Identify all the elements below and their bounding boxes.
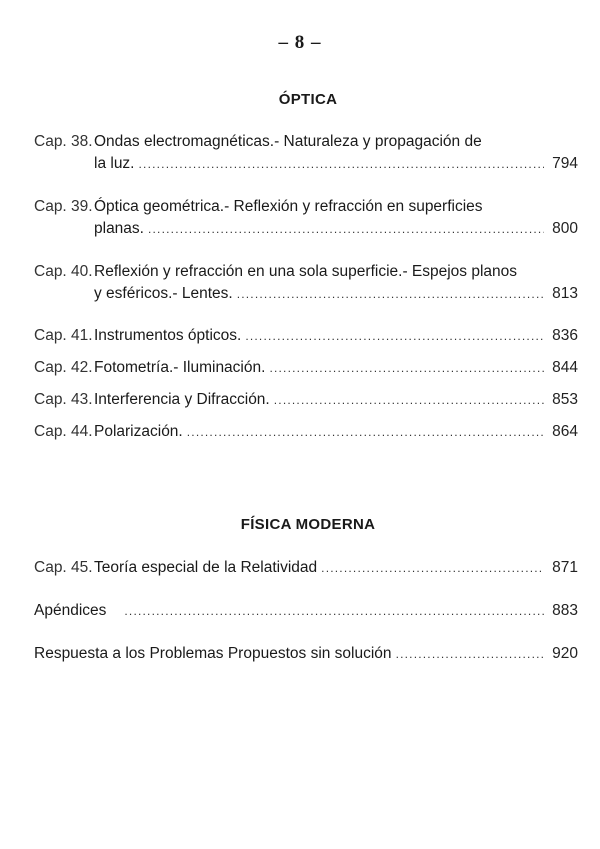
entry-title-line: Óptica geométrica.- Reflexión y refracción en superficies — [94, 198, 483, 215]
chapter-number: Cap. 43. — [34, 391, 93, 408]
dot-leader — [321, 557, 544, 579]
toc-entry-cap-45[interactable] — [34, 557, 578, 579]
section-title-fisica-moderna: FÍSICA MODERNA — [240, 516, 376, 533]
page-ref: 853 — [552, 391, 578, 408]
dot-leader — [245, 325, 544, 347]
dot-leader — [274, 389, 544, 411]
page-ref: 794 — [552, 155, 578, 172]
page-ref: 920 — [552, 645, 578, 662]
dot-leader — [187, 421, 544, 443]
toc-entry-cap-44[interactable] — [34, 421, 578, 443]
entry-title: Polarización. — [94, 423, 183, 440]
entry-title: Respuesta a los Problemas Propuestos sin solución — [34, 645, 392, 662]
page-ref: 800 — [552, 220, 578, 237]
chapter-number: Cap. 44. — [34, 423, 93, 440]
entry-title: Teoría especial de la Relatividad — [94, 559, 318, 576]
page-ref: 864 — [552, 423, 578, 440]
dot-leader — [124, 600, 544, 622]
entry-title: la luz. — [94, 155, 135, 172]
entry-title: y esféricos.- Lentes. — [94, 285, 233, 302]
toc-entry-cap-43[interactable] — [34, 389, 578, 411]
entry-title-line: Ondas electromagnéticas.- Naturaleza y propagación de — [94, 133, 482, 150]
entry-title-line: Reflexión y refracción en una sola superficie.- Espejos planos — [94, 263, 518, 280]
chapter-number: Cap. 39. — [34, 198, 93, 215]
page-ref: 813 — [552, 285, 578, 302]
toc-entry-respuestas[interactable] — [34, 643, 578, 665]
entry-title: Interferencia y Difracción. — [94, 391, 270, 408]
page-number: – 8 – — [278, 32, 322, 53]
section-title-optica: ÓPTICA — [278, 91, 338, 108]
dot-leader — [269, 357, 544, 379]
toc-entry-cap-40[interactable] — [34, 261, 578, 305]
entry-title: Instrumentos ópticos. — [94, 327, 242, 344]
page-ref: 836 — [552, 327, 578, 344]
toc-entry-apendices[interactable] — [34, 600, 578, 622]
chapter-number: Cap. 38. — [34, 133, 93, 150]
chapter-number: Cap. 41. — [34, 327, 93, 344]
toc-entry-cap-38[interactable] — [34, 131, 578, 175]
page-ref: 844 — [552, 359, 578, 376]
page-ref: 883 — [552, 602, 578, 619]
toc-entry-cap-41[interactable] — [34, 325, 578, 347]
entry-title: planas. — [94, 220, 144, 237]
chapter-number: Cap. 40. — [34, 263, 93, 280]
dot-leader — [237, 283, 544, 305]
toc-entry-cap-42[interactable] — [34, 357, 578, 379]
dot-leader — [396, 643, 544, 665]
page-ref: 871 — [552, 559, 578, 576]
chapter-number: Cap. 45. — [34, 559, 93, 576]
dot-leader — [139, 153, 545, 175]
toc-entry-cap-39[interactable] — [34, 196, 578, 240]
dot-leader — [148, 218, 544, 240]
entry-title: Fotometría.- Iluminación. — [94, 359, 266, 376]
chapter-number: Cap. 42. — [34, 359, 93, 376]
entry-title: Apéndices — [34, 602, 107, 619]
